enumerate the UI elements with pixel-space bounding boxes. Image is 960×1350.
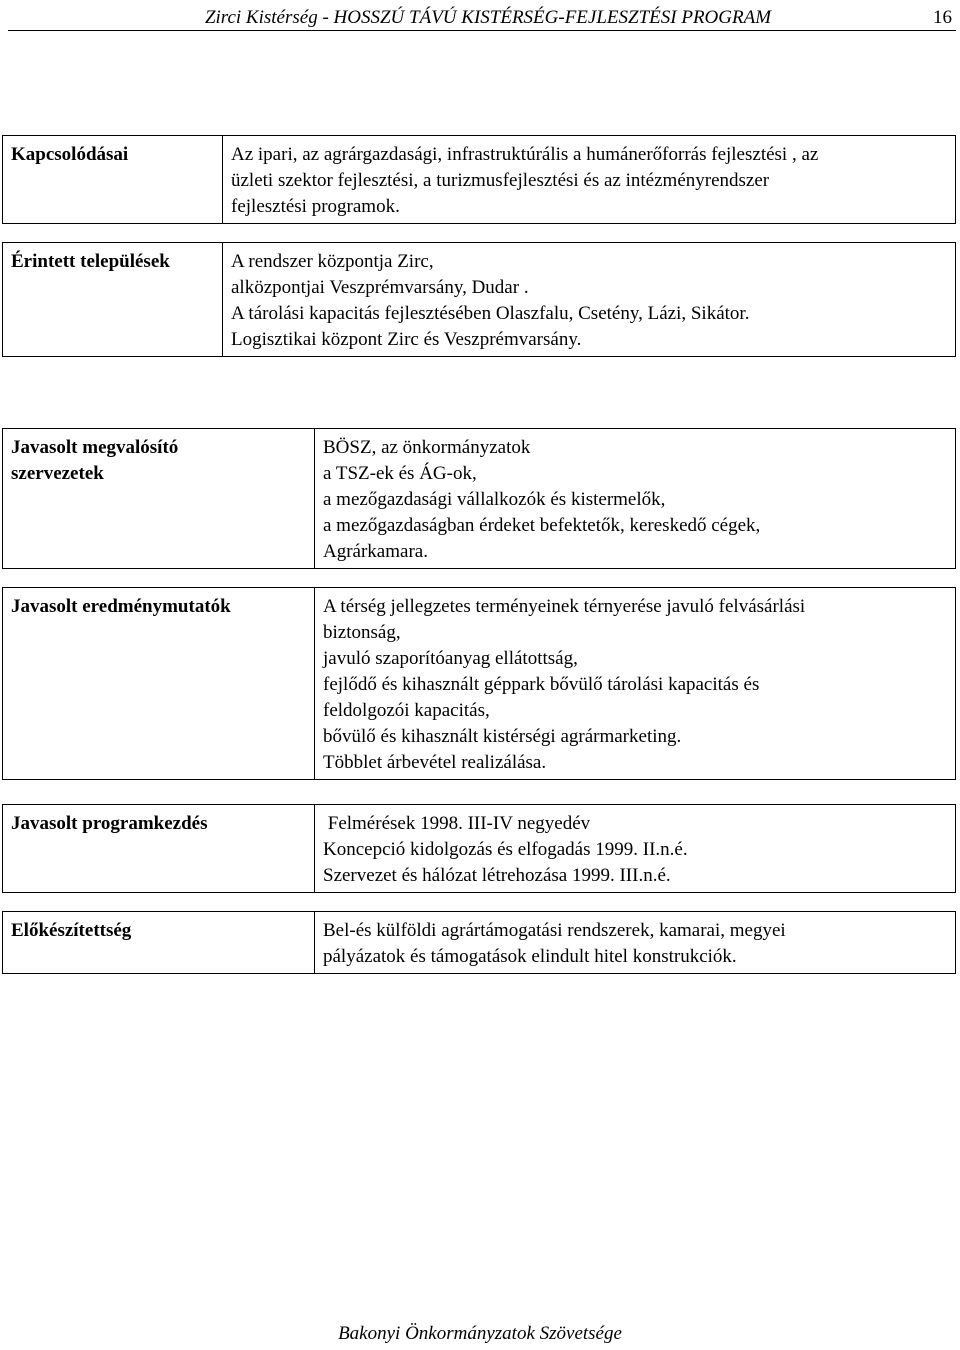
content-line: biztonság,	[323, 622, 401, 643]
row-content-megvalosito-szervezetek	[315, 429, 956, 569]
content-line: a mezőgazdaságban érdeket befektetők, kereskedő cégek,	[323, 515, 761, 536]
row-label-eredmenymutatok	[3, 588, 315, 780]
row-content-kapcsolodasai	[223, 136, 956, 224]
content-line: alközpontjai Veszprémvarsány, Dudar .	[231, 277, 529, 298]
content-line: Koncepció kidolgozás és elfogadás 1999. II.n.é.	[323, 839, 688, 860]
label-text: Érintett települések	[11, 251, 170, 272]
row-gap	[3, 569, 956, 588]
content-line: Az ipari, az agrárgazdasági, infrastruktúrális a humánerőforrás fejlesztési , az	[231, 144, 819, 165]
content-line: A rendszer központja Zirc,	[231, 251, 434, 272]
header-title: Zirci Kistérség - HOSSZÚ TÁVÚ KISTÉRSÉG-FEJLESZTÉSI PROGRAM	[204, 7, 772, 28]
label-text: szervezetek	[11, 463, 104, 484]
label-text: Javasolt programkezdés	[11, 813, 208, 834]
table-row	[3, 912, 956, 974]
row-content-programkezdes	[315, 805, 956, 893]
label-text: Előkészítettség	[11, 920, 132, 941]
content-line: a mezőgazdasági vállalkozók és kistermelők,	[323, 489, 666, 510]
table-row	[3, 805, 956, 893]
content-line: javuló szaporítóanyag ellátottság,	[323, 648, 578, 669]
content-line: A térség jellegzetes terményeinek térnyerése javuló felvásárlási	[323, 596, 806, 617]
content-line: bővülő és kihasznált kistérségi agrármarketing.	[323, 726, 682, 747]
table-row	[3, 429, 956, 569]
row-gap	[3, 224, 956, 243]
content-line: Agrárkamara.	[323, 541, 428, 562]
table-row	[3, 136, 956, 224]
content-line: pályázatok és támogatások elindult hitel konstrukciók.	[323, 946, 737, 967]
row-label-kapcsolodasai	[3, 136, 223, 224]
content-line: a TSZ-ek és ÁG-ok,	[323, 463, 477, 484]
content-line: fejlődő és kihasznált géppark bővülő tárolási kapacitás és	[323, 674, 760, 695]
content-line: Többlet árbevétel realizálása.	[323, 752, 547, 773]
row-content-eredmenymutatok	[315, 588, 956, 780]
content-line: BÖSZ, az önkormányzatok	[323, 437, 531, 458]
page-footer: Bakonyi Önkormányzatok Szövetsége	[338, 1323, 622, 1344]
row-label-elokeszitettseg	[3, 912, 315, 974]
program-details-table-1	[2, 135, 956, 357]
content-line: Bel-és külföldi agrártámogatási rendszerek, kamarai, megyei	[323, 920, 786, 941]
content-line: Felmérések 1998. III-IV negyedév	[323, 813, 591, 834]
content-line: üzleti szektor fejlesztési, a turizmusfejlesztési és az intézményrendszer	[231, 170, 770, 191]
program-details-table-2	[2, 428, 956, 974]
row-gap	[3, 780, 956, 805]
content-line: feldolgozói kapacitás,	[323, 700, 490, 721]
label-text: Kapcsolódásai	[11, 144, 129, 165]
row-gap	[3, 893, 956, 912]
content-line: A tárolási kapacitás fejlesztésében Olaszfalu, Csetény, Lázi, Sikátor.	[231, 303, 750, 324]
row-label-programkezdes	[3, 805, 315, 893]
row-content-erintett-telepulesek	[223, 243, 956, 357]
table-row	[3, 588, 956, 780]
label-text: Javasolt eredménymutatók	[11, 596, 231, 617]
row-content-elokeszitettseg	[315, 912, 956, 974]
page-header	[8, 4, 956, 31]
content-line: fejlesztési programok.	[231, 196, 400, 217]
label-text: Javasolt megvalósító	[11, 437, 179, 458]
content-line: Szervezet és hálózat létrehozása 1999. III.n.é.	[323, 865, 671, 886]
content-line: Logisztikai központ Zirc és Veszprémvarsány.	[231, 329, 582, 350]
row-label-megvalosito-szervezetek	[3, 429, 315, 569]
page-number: 16	[933, 7, 952, 28]
row-label-erintett-telepulesek	[3, 243, 223, 357]
table-row	[3, 243, 956, 357]
